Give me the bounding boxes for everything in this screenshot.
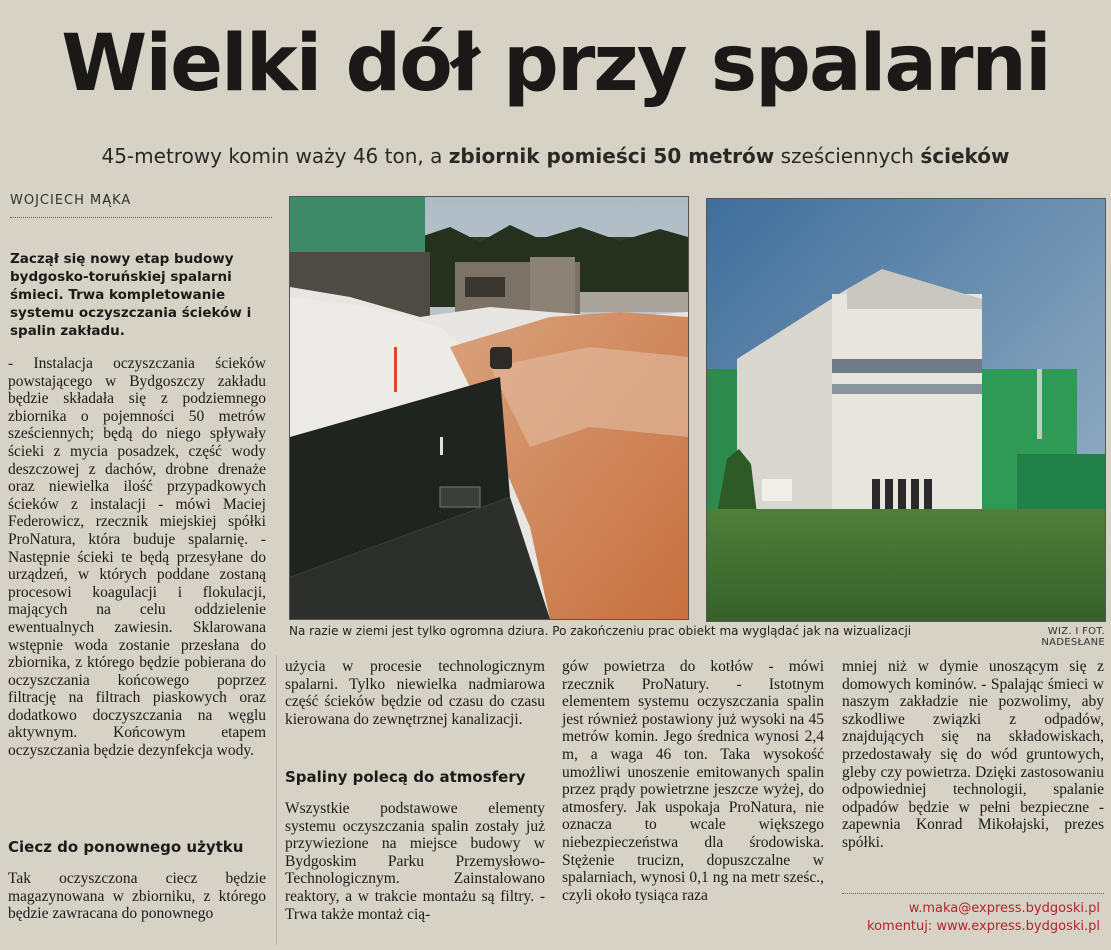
photo-caption: Na razie w ziemi jest tylko ogromna dziura. Po zakończeniu prac obiekt ma wyglądać jak na wizualizacji <box>289 624 912 638</box>
subhead-bold2: ścieków <box>920 144 1010 168</box>
plant-visualization-photo <box>706 198 1106 622</box>
body-text: użycia w procesie technologicznym spalarni. Tylko niewielka nadmiarowa część ścieków będzie od czasu do czasu kierowana do zewnętrznej kanalizacji. <box>285 658 545 728</box>
section-heading-exhaust: Spaliny polecą do atmosfery <box>285 768 526 786</box>
article-column-2 <box>285 658 545 728</box>
author-byline: WOJCIECH MĄKA <box>10 193 272 218</box>
body-text: mniej niż w dymie unoszącym się z domowych kominów. - Spalając śmieci w naszym zakładzie nie pozwolimy, aby szkodliwe związki z odpadów, znajdujących się na składowiskach, przedostawały się do wód gruntowych, gleby czy powietrza. Dzięki zastosowaniu odpowiedniej technologii, spalanie odpadów będzie w pełni bezpieczne - zapewnia Konrad Mikołajski, prezes spółki. <box>842 658 1104 851</box>
column-divider <box>276 655 277 945</box>
comments-link[interactable]: komentuj: www.express.bydgoski.pl <box>867 919 1100 934</box>
contact-box <box>842 900 1100 936</box>
article-column-1-continued <box>8 870 266 923</box>
photo-credit: WIZ. I FOT. NADESŁANE <box>1041 626 1105 648</box>
body-text: gów powietrza do kotłów - mówi rzecznik ProNatury. - Istotnym elementem systemu oczyszczania spalin jest również postawiony już wysoki na 45 metrów komin. Jego średnica wynosi 2,4 m, a waga 46 ton. Taka wysokość umożliwi unoszenie emitowanych spalin przez prądy powietrzne jeszcze wyżej, do atmosfery. Jak uspokaja ProNatura, nie oznacza to wcale większego niebezpieczeństwa dla środowiska. Stężenie trucizn, dopuszczalne w spalarniach, wynosi 0,1 ng na metr sześc., czyli około tysiąca raza <box>562 658 824 904</box>
section-heading-reuse: Ciecz do ponownego użytku <box>8 838 244 856</box>
subhead-part2: sześciennych <box>774 144 921 168</box>
construction-pit-photo <box>289 196 689 620</box>
body-text: - Instalacja oczyszczania ścieków powstającego w Bydgoszczy zakładu będzie składała się z podziemnego zbiornika o pojemności 50 metrów sześciennych; będą do niego spływały ścieki z mycia posadzek, część wody deszczowej z dachów, drobne drenaże oraz niewielka ilość przypadkowych ścieków z instalacji - mówi Maciej Federowicz, rzecznik miejskiej spółki ProNatura, która buduje spalarnię. - Następnie ścieki te będą przesyłane do urządzeń, w których poddane zostaną procesowi koagulacji i flokulacji, mających na celu oddzielenie ewentualnych zawiesin. Sklarowana wstępnie woda zostanie przesłana do zbiornika, z którego będzie pobierana do oczyszczania końcowego poprzez filtrację na filtrach piaskowych oraz dodatkowo doczyszczania na węglu aktywnym. Końcowym etapem oczyszczania będzie dezynfekcja wody. <box>8 355 266 760</box>
article-column-2-continued <box>285 800 545 923</box>
headline: Wielki dół przy spalarni <box>61 19 1050 109</box>
article-column-4 <box>842 658 1104 852</box>
incinerator-visualization-image <box>707 199 1105 621</box>
construction-pit-image <box>290 197 688 619</box>
footer-divider <box>842 893 1104 894</box>
article-column-1 <box>8 355 266 760</box>
lead-paragraph: Zaczął się nowy etap budowy bydgosko-toruńskiej spalarni śmieci. Trwa kompletowanie systemu oczyszczania ścieków i spalin zakładu. <box>10 251 252 339</box>
subhead-part1: 45-metrowy komin waży 46 ton, a <box>101 144 449 168</box>
subhead-bold1: zbiornik pomieści 50 metrów <box>448 144 775 168</box>
body-text: Wszystkie podstawowe elementy systemu oczyszczania spalin zostały już przywiezione na miejsce budowy w Bydgoskim Parku Przemysłowo-Technologicznym. Zainstalowano reaktory, a w trakcie montażu są filtry. - Trwa także montaż cią- <box>285 800 545 923</box>
body-text: Tak oczyszczona ciecz będzie magazynowana w zbiorniku, z którego będzie zawracana do ponownego <box>8 870 266 923</box>
article-column-3 <box>562 658 824 904</box>
subheadline <box>0 140 1111 172</box>
author-email-link[interactable]: w.maka@express.bydgoski.pl <box>908 901 1100 916</box>
